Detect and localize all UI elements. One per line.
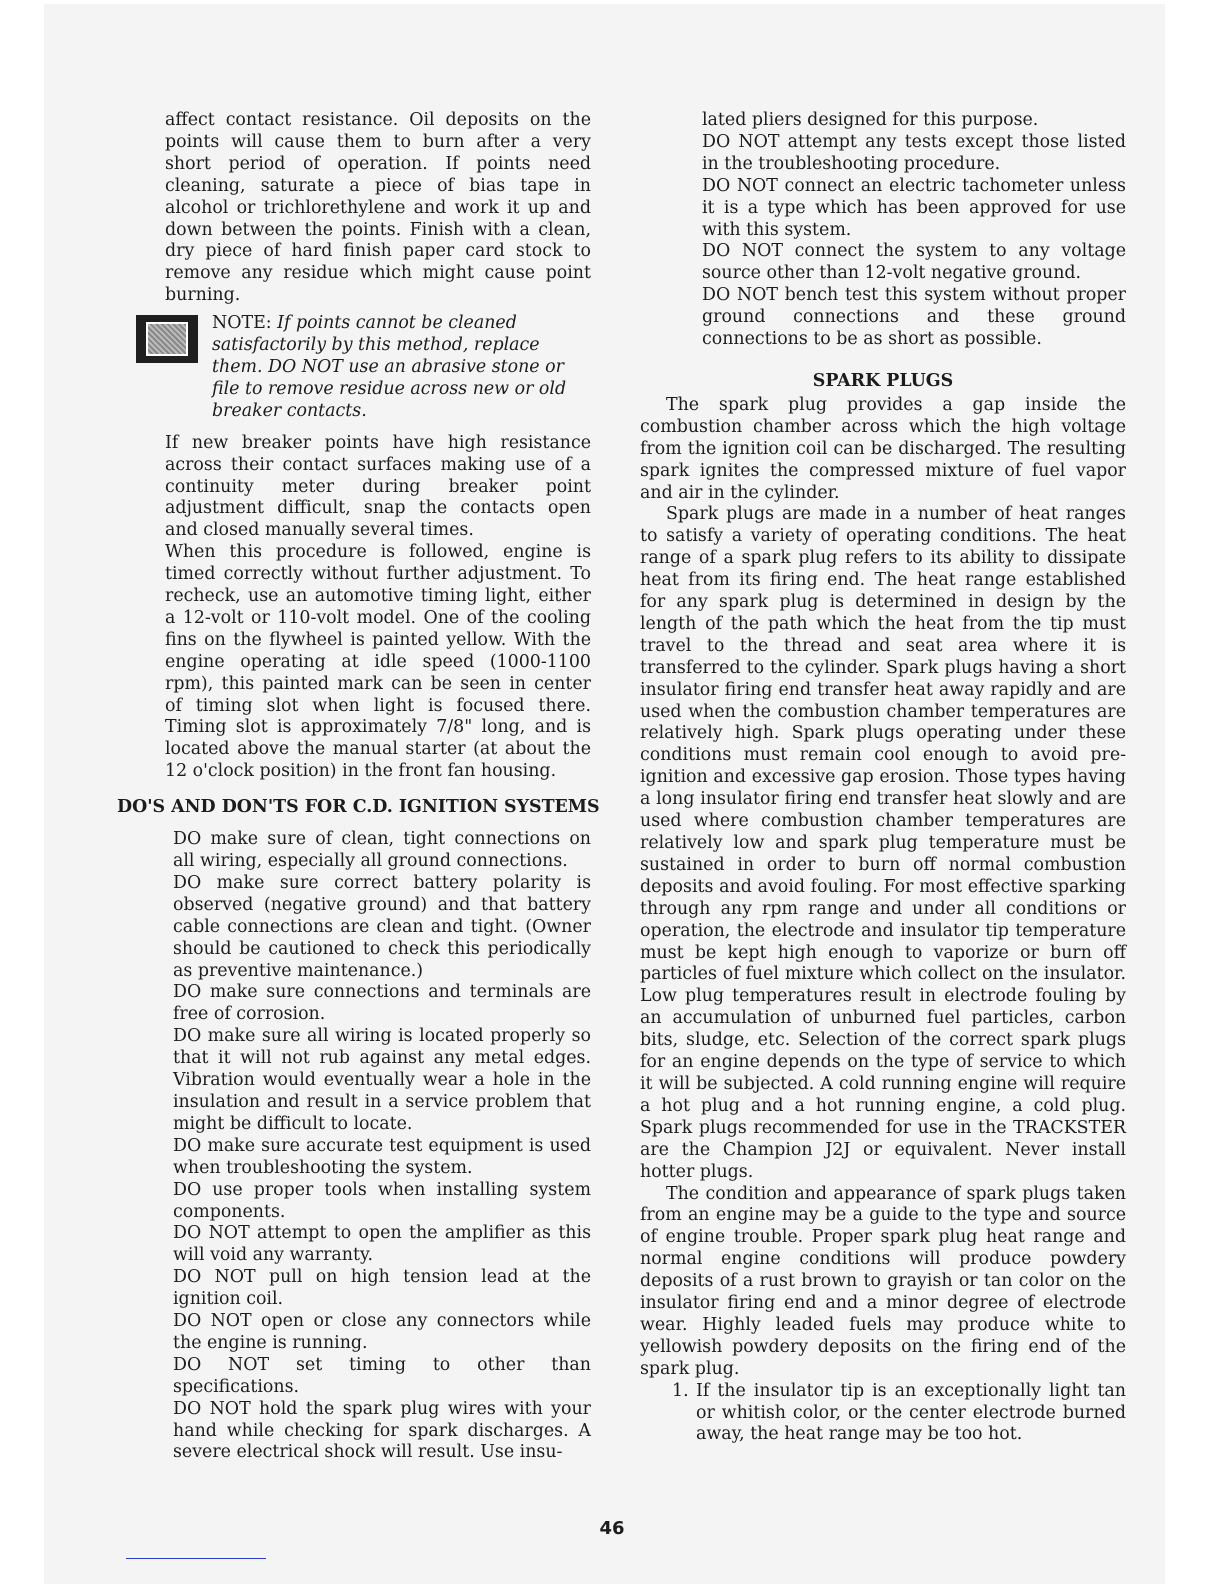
spark-plugs-heading: SPARK PLUGS (812, 370, 954, 391)
note-box (110, 313, 591, 423)
list-number: 1. (672, 1380, 689, 1401)
spark-paragraph-2: Spark plugs are made in a number of heat ranges to satisfy a variety of operating conditions. The heat range of a spark plug refers to its ability to dissipate heat from its firing end. The heat range established for any spark plug is determined in design by the length of the path which the heat from the tip must travel to the thread and seat area where it is transferred to the cylinder. Spark plugs having a short insulator firing end transfer heat away rapidly and are used when the combustion chamber temperatures are relatively high. Spark plugs operating under these conditions must remain cool enough to avoid pre-ignition and excessive gap erosion. Those types having a long insulator firing end transfer heat slowly and are used where combustion chamber temperatures are relatively low and spark plug temperature must be sustained in order to burn off normal combustion deposits and avoid fouling. For most effective sparking through any rpm range and under all conditions or operation, the electrode and insulator tip temperature must be kept high enough to vaporize or burn off particles of fuel mixture which collect on the insulator. Low plug temperatures result in electrode fouling by an accumulation of unburned fuel particles, carbon bits, sludge, etc. Selection of the correct spark plugs for an engine depends on the type of service to which it will be subjected. A cold running engine will require a hot plug and a hot running engine, a cold plug. Spark plugs recommended for use in the TRACKSTER are the Champion J2J or equivalent. Never install hotter plugs. (640, 504, 1126, 1182)
note-label: NOTE: (212, 313, 272, 334)
donts-continued-list (640, 110, 1126, 351)
footer-rule (126, 1558, 266, 1559)
paragraph-timing: When this procedure is followed, engine is timed correctly without further adjustment. To recheck, use an automotive timing light, either a 12-volt or 110-volt model. One of the cooling fins on the flywheel is painted yellow. With the engine operating at idle speed (1000-1100 rpm), this painted mark can be seen in center of timing slot when light is focused there. Timing slot is approximately 7/8" long, and is located above the manual starter (at about the 12 o'clock position) in the front fan housing. (165, 542, 591, 782)
dos-item: DO NOT set timing to other than specifications. (173, 1354, 591, 1397)
dos-item: DO NOT open or close any connectors while the engine is running. (173, 1311, 591, 1353)
dos-item: DO make sure accurate test equipment is used when troubleshooting the system. (173, 1135, 591, 1178)
note-icon (136, 315, 198, 363)
dos-and-donts-heading: DO'S AND DON'TS FOR C.D. IGNITION SYSTEMS (117, 797, 600, 818)
donts-item: DO NOT connect the system to any voltage source other than 12-volt negative ground. (702, 241, 1126, 284)
note-text: If points cannot be cleaned satisfactorily by this method, replace them. DO NOT use an abrasive stone or file to remove residue across new or old breaker contacts. (212, 313, 567, 421)
intro-paragraph: affect contact resistance. Oil deposits on the points will cause them to burn after a very short period of operation. If points need cleaning, saturate a piece of bias tape in alcohol or trichlorethylene and work it up and down between the points. Finish with a clean, dry piece of hard finish paper card stock to remove any residue which might cause point burning. (165, 110, 591, 306)
list-text: If the insulator tip is an exceptionally light tan or whitish color, or the center electrode burned away, the heat range may be too hot. (696, 1380, 1126, 1445)
left-column (117, 110, 600, 1464)
spark-paragraph-1: The spark plug provides a gap inside the combustion chamber across which the high voltage from the ignition coil can be discharged. The resulting spark ignites the compressed mixture of fuel vapor and air in the cylinder. (640, 394, 1126, 503)
dos-item: DO use proper tools when installing system components. (173, 1179, 591, 1222)
donts-item: DO NOT attempt any tests except those listed in the troubleshooting procedure. (702, 131, 1126, 174)
dos-item: DO make sure correct battery polarity is observed (negative ground) and that battery cable connections are clean and tight. (Owner should be cautioned to check this periodically as preventive maintenance.) (173, 872, 591, 981)
paragraph-new-breaker-points: If new breaker points have high resistance across their contact surfaces making use of a continuity meter during breaker point adjustment difficult, snap the contacts open and closed manually several times. (165, 432, 591, 541)
donts-item: DO NOT bench test this system without proper ground connections and these ground connections to be as short as possible. (702, 285, 1126, 350)
donts-item: DO NOT connect an electric tachometer unless it is a type which has been approved for use with this system. (702, 175, 1126, 240)
right-column (640, 110, 1126, 1446)
dos-item: DO NOT hold the spark plug wires with your hand while checking for spark discharges. A severe electrical shock will result. Use insu- (173, 1398, 591, 1463)
page-number: 46 (599, 1518, 625, 1539)
dos-item: DO NOT attempt to open the amplifier as this will void any warranty. (173, 1223, 591, 1266)
dos-item: DO make sure all wiring is located properly so that it will not rub against any metal edges. Vibration would eventually wear a hole in the insulation and result in a service problem that might be difficult to locate. (173, 1026, 591, 1134)
donts-item: lated pliers designed for this purpose. (702, 110, 1039, 130)
dos-item: DO make sure connections and terminals are free of corrosion. (173, 982, 591, 1025)
numbered-list-item (640, 1381, 1126, 1447)
dos-item: DO make sure of clean, tight connections on all wiring, especially all ground connections. (173, 829, 591, 871)
spark-paragraph-3: The condition and appearance of spark plugs taken from an engine may be a guide to the type and source of engine trouble. Proper spark plug heat range and normal engine conditions will produce powdery deposits of a rust brown to grayish or tan color on the insulator firing end and a minor degree of electrode wear. Highly leaded fuels may produce white to yellowish powdery deposits on the firing end of the spark plug. (640, 1183, 1126, 1379)
dos-item: DO NOT pull on high tension lead at the ignition coil. (173, 1267, 591, 1310)
dos-list (165, 829, 591, 1464)
